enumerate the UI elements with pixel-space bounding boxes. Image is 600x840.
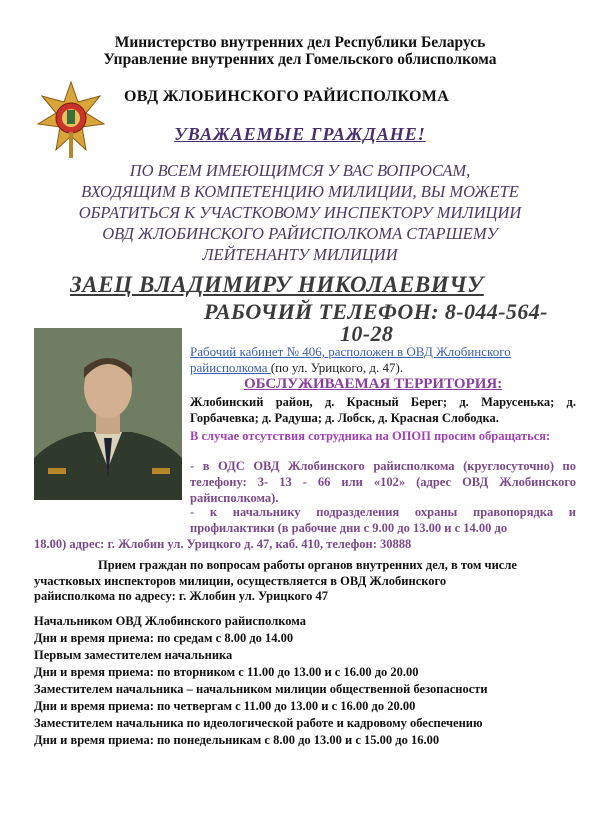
reception-line: участковых инспекторов милиции, осуществляется в ОВД Жлобинского xyxy=(34,573,447,588)
schedule-time: Дни и время приема: по средам с 8.00 до 14.00 xyxy=(34,631,294,645)
office-link[interactable]: райисполкома xyxy=(190,360,271,375)
reception-schedule xyxy=(34,613,574,749)
work-phone: РАБОЧИЙ ТЕЛЕФОН: 8-044-564- xyxy=(204,299,548,324)
administration-title: Управление внутренних дел Гомельского облисполкома xyxy=(103,51,497,68)
intro-text xyxy=(0,160,600,265)
intro-line: ПО ВСЕМ ИМЕЮЩИМСЯ У ВАС ВОПРОСАМ, xyxy=(129,161,471,180)
inspector-photo xyxy=(34,328,182,500)
chief-contact-address: 18.00) адрес: г. Жлобин ул. Урицкого д. 47, каб. 410, телефон: 30888 xyxy=(34,537,412,551)
office-address: (по ул. Урицкого, д. 47). xyxy=(270,360,404,375)
chief-contact: - к начальнику подразделения охраны правопорядка и профилактики (в рабочие дни с 9.00 до 13.00 и с 14.00 до xyxy=(190,505,576,535)
intro-line: ОБРАТИТЬСЯ К УЧАСТКОВОМУ ИНСПЕКТОРУ МИЛИЦИИ xyxy=(78,203,522,222)
office-line: Рабочий кабинет № 406, расположен в ОВД Жлобинского xyxy=(190,344,511,359)
schedule-time: Дни и время приема: по вторником с 11.00 до 13.00 и с 16.00 до 20.00 xyxy=(34,665,419,679)
appeal-heading: УВАЖАЕМЫЕ ГРАЖДАНЕ! xyxy=(174,124,426,144)
department-title: ОВД ЖЛОБИНСКОГО РАЙИСПОЛКОМА xyxy=(124,88,450,105)
territory-text: Жлобинский район, д. Красный Берег; д. Марусенька; д. Горбачевка; д. Радуша; д. Лобск, д. Красная Слободка. xyxy=(190,395,576,425)
intro-line: ЛЕЙТЕНАНТУ МИЛИЦИИ xyxy=(202,245,398,264)
schedule-title: Заместителем начальника по идеологической работе и кадровому обеспечению xyxy=(34,716,483,730)
office-line xyxy=(190,360,570,376)
inspector-name: ЗАЕЦ ВЛАДИМИРУ НИКОЛАЕВИЧУ xyxy=(70,272,484,297)
territory-heading: ОБСЛУЖИВАЕМАЯ ТЕРРИТОРИЯ: xyxy=(244,376,503,392)
schedule-time: Дни и время приема: по понедельникам с 8.00 до 13.00 и с 15.00 до 16.00 xyxy=(34,733,440,747)
schedule-title: Заместителем начальника – начальником милиции общественной безопасности xyxy=(34,682,488,696)
intro-line: ВХОДЯЩИМ В КОМПЕТЕНЦИЮ МИЛИЦИИ, ВЫ МОЖЕТЕ xyxy=(81,182,519,201)
office-info xyxy=(190,344,570,376)
ods-contact: - в ОДС ОВД Жлобинского райисполкома (круглосуточно) по телефону: 3- 13 - 66 или «102» (адрес ОВД Жлобинского райисполкома). xyxy=(190,459,576,505)
schedule-title: Первым заместителем начальника xyxy=(34,648,233,662)
schedule-time: Дни и время приема: по четвергам с 11.00 до 13.00 и с 16.00 до 20.00 xyxy=(34,699,416,713)
police-emblem-icon xyxy=(36,80,106,160)
ministry-title: Министерство внутренних дел Республики Беларусь xyxy=(114,34,486,51)
schedule-title: Начальником ОВД Жлобинского райисполкома xyxy=(34,614,306,628)
absence-text: В случае отсутствия сотрудника на ОПОП просим обращаться: xyxy=(190,429,551,443)
reception-line: Прием граждан по вопросам работы органов внутренних дел, в том числе xyxy=(98,558,517,572)
reception-line: райисполкома по адресу: г. Жлобин ул. Урицкого 47 xyxy=(34,589,329,603)
work-phone-cont: 10-28 xyxy=(340,321,394,346)
reception-info xyxy=(34,558,574,605)
intro-line: ОВД ЖЛОБИНСКОГО РАЙИСПОЛКОМА СТАРШЕМУ xyxy=(102,224,498,243)
